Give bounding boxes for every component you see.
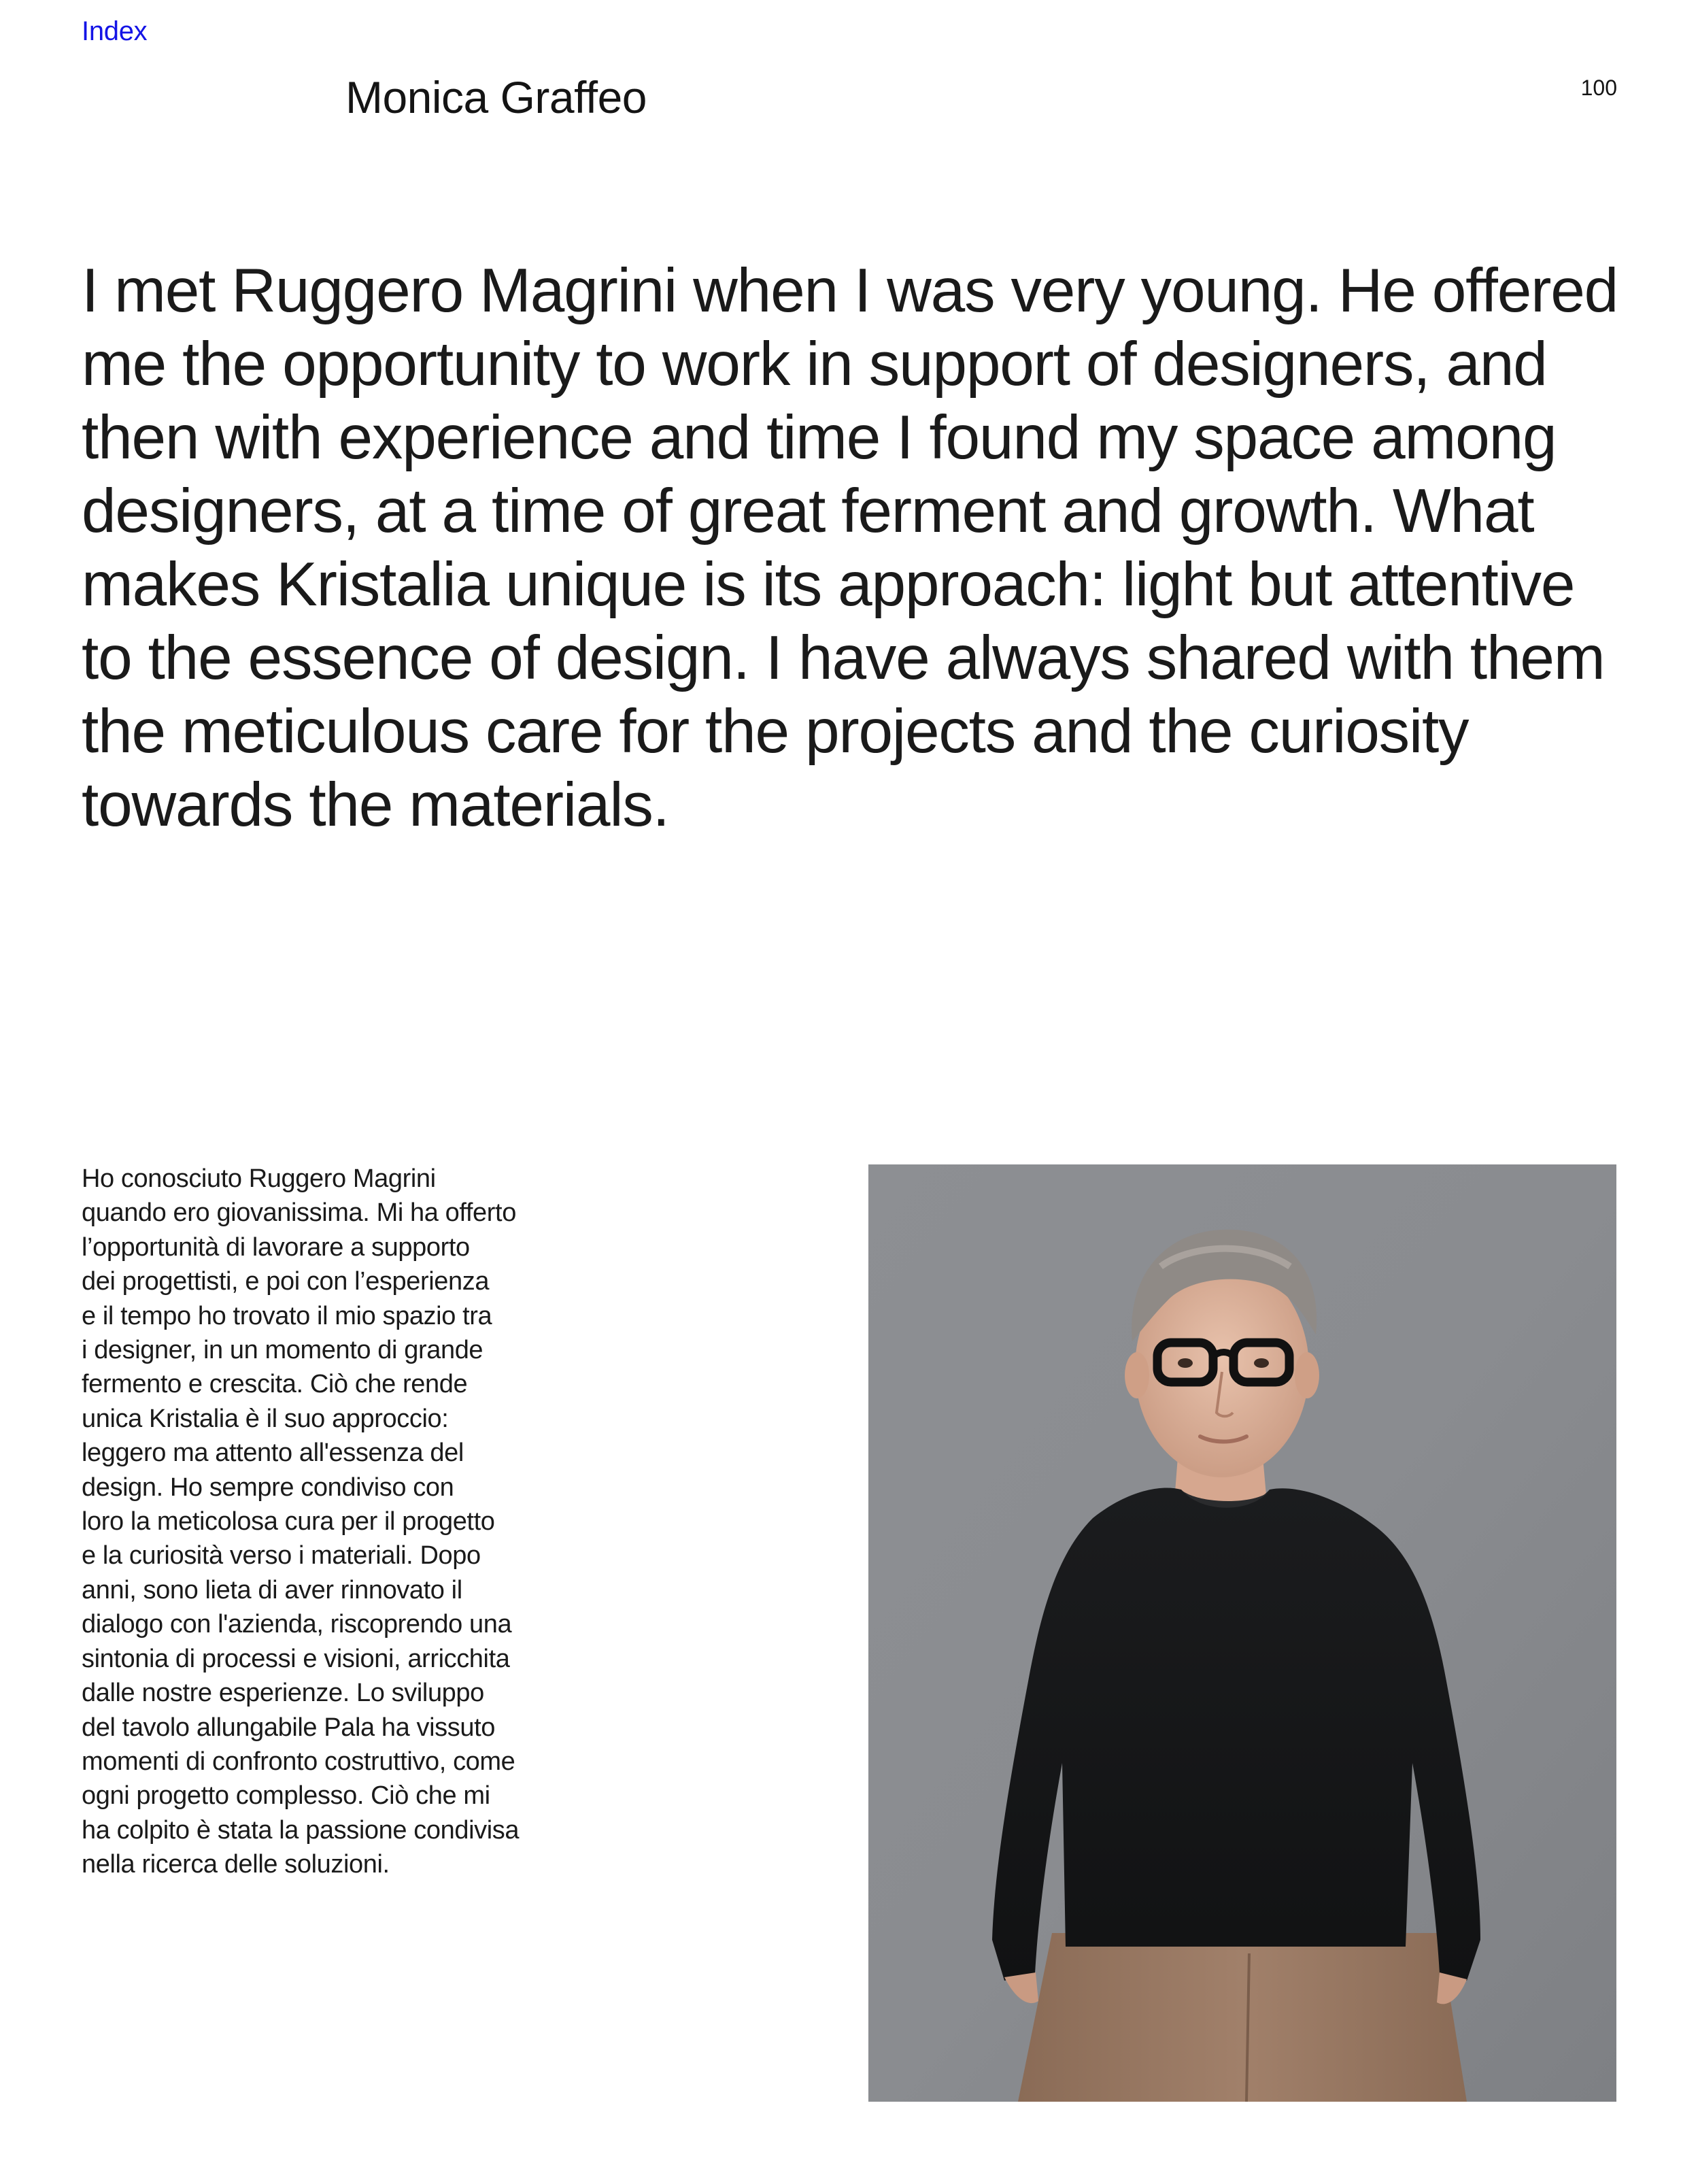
quote-line: then with experience and time I found my space among (82, 403, 1557, 472)
page-title: Monica Graffeo (345, 72, 647, 122)
quote-line: towards the materials. (82, 771, 669, 839)
body-line: momenti di confronto costruttivo, come (82, 1747, 515, 1776)
quote-line: the meticulous care for the projects and the curiosity (82, 697, 1469, 766)
body-line: fermento e crescita. Ciò che rende (82, 1370, 468, 1399)
body-line: dalle nostre esperienze. Lo sviluppo (82, 1679, 484, 1708)
body-line: ogni progetto complesso. Ciò che mi (82, 1781, 490, 1811)
quote-line: to the essence of design. I have always shared with them (82, 624, 1605, 692)
body-line: nella ricerca delle soluzioni. (82, 1850, 390, 1879)
portrait-photo (868, 1164, 1616, 2102)
body-line: design. Ho sempre condiviso con (82, 1473, 454, 1502)
portrait-illustration (868, 1164, 1616, 2102)
body-line: Ho conosciuto Ruggero Magrini (82, 1164, 436, 1193)
body-line: i designer, in un momento di grande (82, 1336, 483, 1365)
index-link[interactable]: Index (82, 16, 148, 46)
body-line: leggero ma attento all'essenza del (82, 1439, 464, 1468)
body-line: ha colpito è stata la passione condivisa (82, 1815, 520, 1845)
body-line: dialogo con l'azienda, riscoprendo una (82, 1610, 512, 1639)
photo-trousers (1018, 1933, 1467, 2102)
quote-line: makes Kristalia unique is its approach: light but attentive (82, 550, 1575, 619)
italian-body-text (82, 1162, 598, 1882)
quote-line: I met Ruggero Magrini when I was very young. He offered (82, 256, 1618, 325)
quote-line: me the opportunity to work in support of designers, and (82, 330, 1547, 399)
body-line: l’opportunità di lavorare a supporto (82, 1232, 470, 1262)
body-line: e la curiosità verso i materiali. Dopo (82, 1541, 481, 1570)
body-line: dei progettisti, e poi con l’esperienza (82, 1267, 490, 1296)
english-quote (82, 254, 1646, 842)
body-line: anni, sono lieta di aver rinnovato il (82, 1575, 462, 1605)
body-line: quando ero giovanissima. Mi ha offerto (82, 1198, 516, 1228)
body-line: del tavolo allungabile Pala ha vissuto (82, 1713, 495, 1742)
body-line: unica Kristalia è il suo approccio: (82, 1404, 449, 1433)
body-line: e il tempo ho trovato il mio spazio tra (82, 1301, 492, 1330)
quote-line: designers, at a time of great ferment and growth. What (82, 477, 1534, 545)
body-line: sintonia di processi e visioni, arricchita (82, 1644, 510, 1673)
page-number: 100 (1580, 75, 1617, 100)
body-line: loro la meticolosa cura per il progetto (82, 1507, 495, 1536)
